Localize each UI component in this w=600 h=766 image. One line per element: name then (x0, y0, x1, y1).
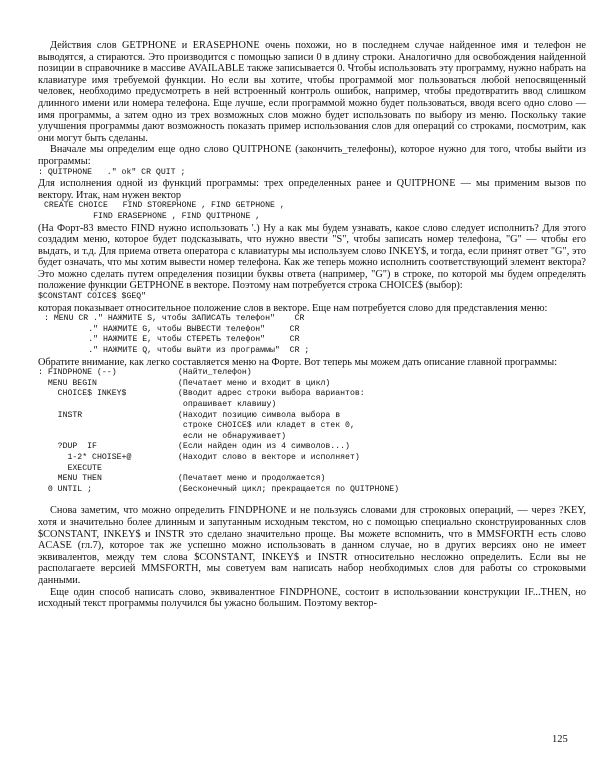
program-code-line: MENU BEGIN (38, 378, 97, 388)
code-menu: : MENU CR ." НАЖМИТЕ S, чтобы ЗАПИСАТЬ телефон" CR ." НАЖМИТЕ G, чтобы ВЫВЕСТИ телефон" CR ." НАЖМИТЕ E, чтобы СТЕРЕТЬ телефон" CR ." НАЖМИТЕ Q, чтобы выйти из программы" CR ; (44, 314, 310, 356)
program-comment: (Найти_телефон) (178, 368, 252, 378)
paragraph-1: Действия слов GETPHONE и ERASEPHONE очень похожи, но в последнем случае найденное имя и телефон не выводятся, а стираются. Это производится с помощью записи 0 в длину строки. Аналогично для освобождения найденной позиции в справочнике в массиве AVAILABLE также записывается 0. Чтобы использовать эту программу, нужно набрать на клавиатуре имя требуемой функции. Но если вы хотите, чтобы программой мог пользоваться любой непосвященный человек, необходимо предусмотреть в ней встроенный контроль ошибок, например, чтобы предотвратить ввод слишком длинного имени или номера телефона. Еще лучше, если программой можно будет пользоваться, вводя всего одно слово — имя программы, а затем одно из трех возможных слов можно будет использовать по выбору из меню. Поскольку такие улучшения программы дают возможность показать пример использования слов для операций со строками, посмотрим, как они могут быть сделаны. (38, 40, 586, 144)
program-comment: (Находит позицию символа выбора в (178, 410, 341, 420)
code-choice-string: $CONSTANT COICE$ $GEQ" (38, 292, 147, 302)
paragraph-2: Вначале мы определим еще одно слово QUITPHONE (закончить_телефоны), которое нужно для того, чтобы выйти из программы: (38, 144, 586, 167)
program-code-line (38, 400, 178, 411)
program-code-line: ?DUP IF (38, 442, 97, 452)
code-choice-vector: CREATE CHOICE FIND STOREPHONE , FIND GETPHONE , FIND ERASEPHONE , FIND QUITPHONE , (44, 201, 285, 221)
paragraph-3: Для исполнения одной из функций программы: трех определенных ранее и QUITPHONE — мы применим вызов по вектору. Итак, нам нужен вектор (38, 178, 586, 201)
program-comment: (Печатает меню и продолжается) (178, 474, 326, 484)
program-comment: (Если найден один из 4 символов...) (178, 442, 350, 452)
program-comment: если не обнаруживает) (178, 431, 287, 441)
code-quitphone: : QUITPHONE ." ok" CR QUIT ; (38, 167, 186, 177)
program-comment: (Находит слово в векторе и исполняет) (178, 452, 360, 462)
program-comment: (Вводит адрес строки выбора вариантов: (178, 389, 365, 399)
program-code-line (38, 432, 178, 443)
program-code-line: CHOICE$ INKEY$ (38, 389, 127, 399)
program-code-line: : FINDPHONE (--) (38, 368, 117, 378)
paragraph-5: которая показывает относительное положение слов в векторе. Еще нам потребуется слово для представления меню: (38, 302, 548, 314)
program-code-line: 0 UNTIL ; (38, 484, 93, 494)
paragraph-6: Обратите внимание, как легко составляется меню на Форте. Вот теперь мы можем дать описание главной программы: (38, 356, 558, 368)
program-code-line: INSTR (38, 410, 83, 420)
program-comment (178, 464, 586, 475)
program-comment: (Бесконечный цикл; прекращается по QUITPHONE) (178, 484, 400, 494)
paragraph-4: (На Форт-83 вместо FIND нужно использовать '.) Ну а как мы будем узнавать, какое слово следует исполнить? Для этого создадим меню, которое будет подсказывать, что нужно ввести "S", чтобы записать номер телефона, "G" — чтобы его выдать, и т.д. Для приема ответа оператора с клавиатуры мы используем слово INKEY$, и тогда, если принят ответ "G", это будет означать, что мы хотим вывести номер телефона. Как же теперь можно исполнить соответствующий элемент вектора? Это можно сделать путем определения позиции буквы ответа (например, "G") в строке, по которой мы будем определять положение функции GETPHONE в векторе. Поэтому нам потребуется строка CHOICE$ (выбор): (38, 222, 586, 292)
page-number: 125 (552, 734, 568, 745)
program-code-line (38, 421, 178, 432)
paragraph-8: Еще один способ написать слово, эквивалентное FINDPHONE, состоит в использовании конструкции IF...THEN, но исходный текст программы получился бы ужасно большим. Поэтому вектор- (38, 586, 586, 610)
program-code-line: EXECUTE (38, 463, 102, 473)
program-listing (38, 368, 586, 495)
program-code-line: 1-2* CHOISE+@ (38, 452, 132, 462)
page-body (38, 0, 586, 610)
program-code-line: MENU THEN (38, 474, 102, 484)
program-comment: строке CHOICE$ или кладет в стек 0, (178, 421, 355, 431)
program-comment: (Печатает меню и входит в цикл) (178, 378, 331, 388)
program-comment: опрашивает клавишу) (178, 400, 277, 409)
paragraph-7: Снова заметим, что можно определить FINDPHONE и не пользуясь словами для строковых операций, — через ?KEY, хотя и значительно более длинным и запутанным исходным текстом, но с помощью специально сконструированных слов $CONSTANT, INKEY$ и INSTR это сделано значительно проще. Вы можете вспомнить, что в MMSFORTH есть слово ACASE (гл.7), которое так же успешно можно использовать в данном случае, но в других версиях оно не имеет эквивалентов, между тем слова $CONSTANT, INKEY$ и INSTR относительно несложно определить. Если вы не располагаете версией MMSFORTH, мы советуем вам написать набор необходимых слов для работы со строковыми данными. (38, 505, 586, 586)
